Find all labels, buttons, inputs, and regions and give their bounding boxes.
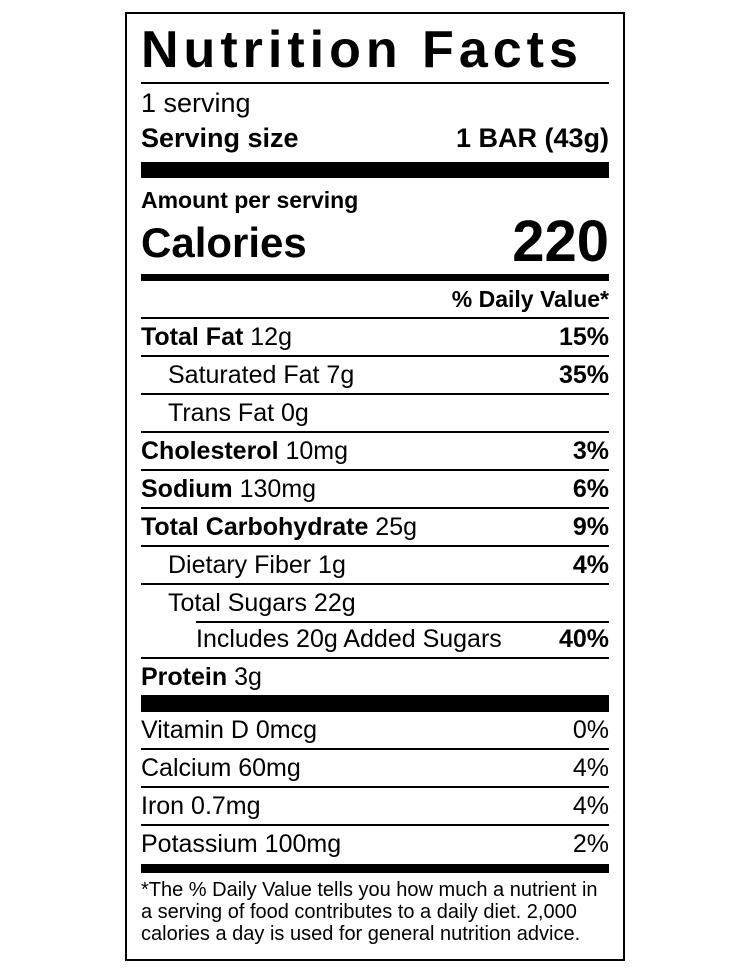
nutrient-row [141, 355, 609, 393]
nutrient-name-amount: Dietary Fiber 1g [168, 551, 346, 579]
title-divider [141, 82, 609, 84]
nutrient-row [141, 712, 609, 748]
separator-bar-calories [141, 274, 609, 281]
nutrient-row [141, 393, 609, 431]
serving-size-label: Serving size [141, 123, 299, 153]
calories-label: Calories [141, 219, 307, 266]
nutrient-daily-value: 4% [572, 754, 609, 782]
nutrient-daily-value: 4% [572, 551, 609, 579]
nutrient-row [141, 469, 609, 507]
nutrient-row [141, 657, 609, 695]
nutrition-facts-label [125, 12, 625, 961]
calories-value: 220 [512, 209, 609, 274]
separator-bar-footnote [141, 864, 609, 873]
nutrient-row [141, 583, 609, 621]
nutrient-daily-value: 0% [572, 716, 609, 744]
nutrient-row [141, 824, 609, 862]
nutrient-name-amount: Potassium 100mg [141, 830, 342, 858]
nutrient-name-amount: Trans Fat 0g [168, 399, 309, 427]
serving-size-value: 1 BAR (43g) [455, 123, 609, 153]
nutrient-daily-value: 6% [572, 475, 609, 503]
nutrient-daily-value: 4% [572, 792, 609, 820]
nutrient-row [141, 431, 609, 469]
nutrient-row [141, 621, 609, 657]
servings-per-container: 1 serving [141, 88, 251, 118]
nutrient-name-amount: Iron 0.7mg [141, 792, 261, 820]
daily-value-header: % Daily Value* [141, 281, 609, 319]
nutrient-daily-value: 3% [572, 437, 609, 465]
nutrient-name-amount: Calcium 60mg [141, 754, 301, 782]
nutrient-row [141, 545, 609, 583]
nutrient-name-amount: Vitamin D 0mcg [141, 716, 318, 744]
nutrient-row [141, 786, 609, 824]
calories-row [141, 209, 609, 274]
daily-value-footnote: *The % Daily Value tells you how much a nutrient in a serving of food contributes to a daily diet. 2,000 calories a day is used for general nutrition advice. [141, 879, 598, 945]
nutrient-name-amount: Cholesterol 10mg [141, 437, 349, 465]
nutrient-name-amount: Sodium 130mg [141, 475, 317, 503]
nutrient-name-amount: Total Carbohydrate 25g [141, 513, 418, 541]
nutrient-row [141, 507, 609, 545]
nutrient-name-amount: Includes 20g Added Sugars [196, 625, 502, 653]
nutrient-row [141, 319, 609, 355]
separator-bar-top [141, 162, 609, 178]
label-title: Nutrition Facts [141, 21, 583, 79]
nutrient-daily-value: 15% [558, 323, 609, 351]
separator-bar-protein [141, 695, 609, 712]
nutrient-daily-value: 40% [558, 625, 609, 653]
amount-per-serving-label: Amount per serving [141, 187, 359, 213]
serving-size-row [141, 120, 609, 162]
nutrient-row [141, 748, 609, 786]
nutrient-daily-value: 2% [572, 830, 609, 858]
micronutrient-rows [141, 712, 609, 862]
nutrient-rows [141, 319, 609, 695]
nutrient-name-amount: Total Fat 12g [141, 323, 292, 351]
nutrient-daily-value: 35% [558, 361, 609, 389]
nutrient-name-amount: Protein 3g [141, 663, 262, 691]
nutrient-daily-value: 9% [572, 513, 609, 541]
nutrient-name-amount: Total Sugars 22g [168, 589, 356, 617]
nutrient-name-amount: Saturated Fat 7g [168, 361, 355, 389]
